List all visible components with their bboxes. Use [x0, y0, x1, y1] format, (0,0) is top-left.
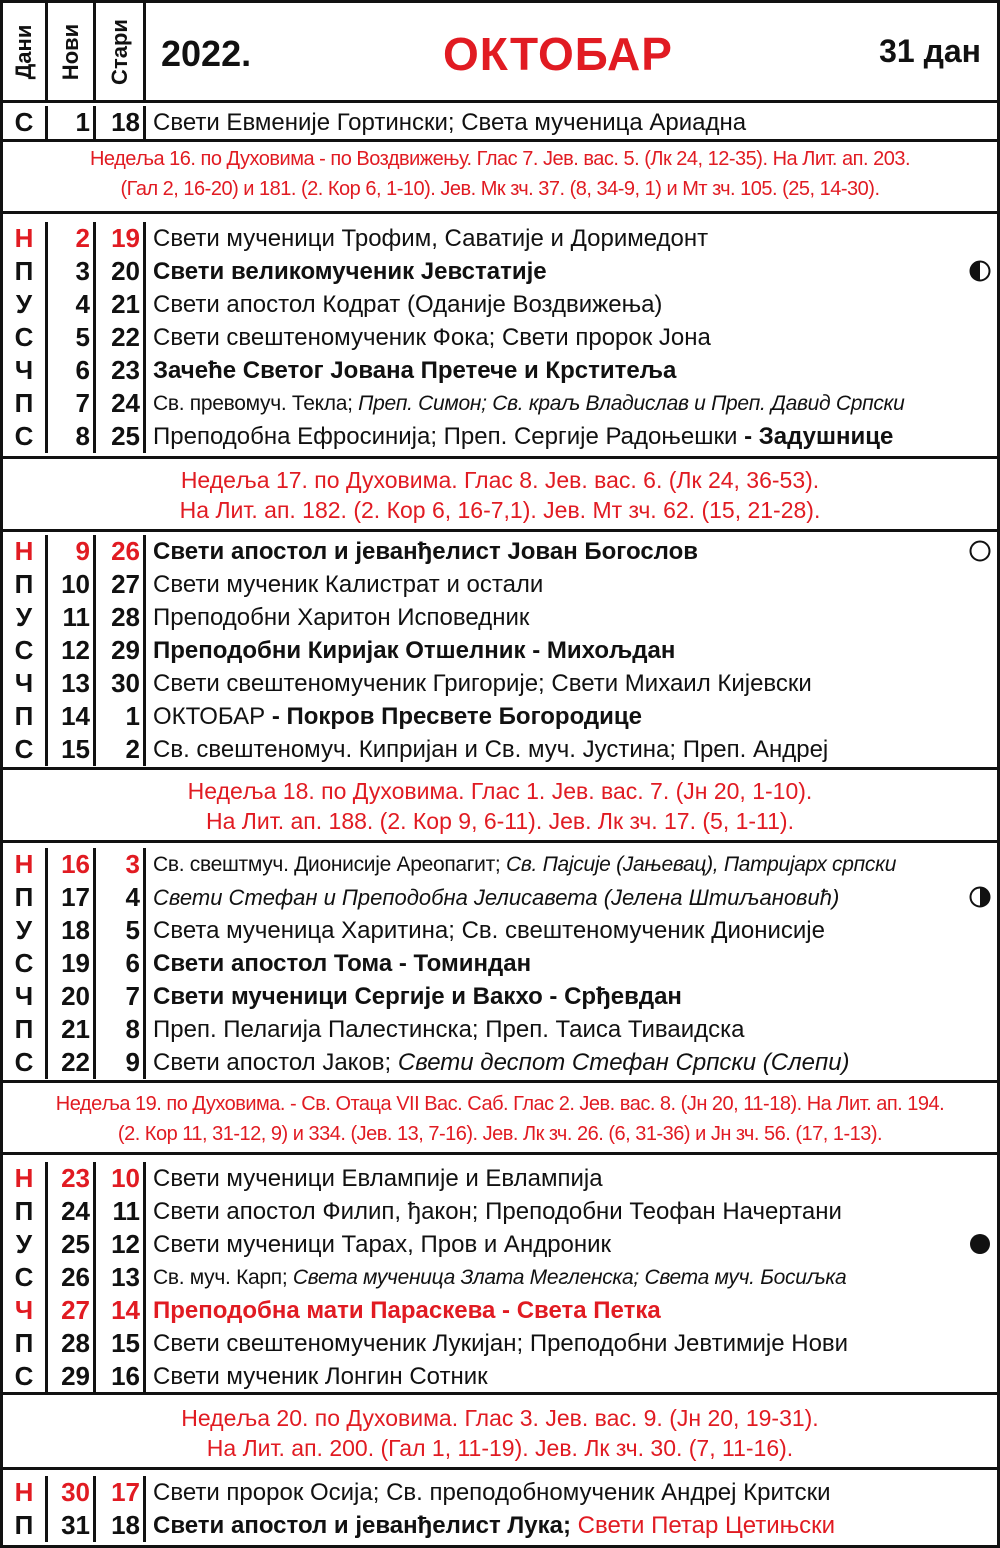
saint-text: Свети свештеномученик Фока; Свети пророк Јона	[153, 324, 711, 351]
old-date: 20	[96, 255, 146, 288]
old-date: 13	[96, 1261, 146, 1294]
day-row	[3, 667, 997, 700]
day-row	[3, 1228, 997, 1261]
saint-text: Свети мученик Калистрат и остали	[153, 571, 544, 598]
day-row	[3, 420, 997, 453]
weekday: П	[3, 387, 48, 420]
old-date: 21	[96, 288, 146, 321]
month-title: ОКТОБАР	[443, 28, 673, 80]
day-row	[3, 1294, 997, 1327]
weekday: С	[3, 321, 48, 354]
day-row	[3, 535, 997, 568]
day-row	[3, 947, 997, 980]
week-block	[3, 1155, 997, 1395]
old-date: 23	[96, 354, 146, 387]
old-date: 15	[96, 1327, 146, 1360]
sunday-reading: Недеља 20. по Духовима. Глас 3. Јев. вас. 9. (Јн 20, 19-31). На Лит. ап. 200. (Гал 1, 11-19). Јев. Лк зч. 30. (7, 11-16).	[3, 1395, 997, 1470]
weekday: П	[3, 700, 48, 733]
new-date: 29	[48, 1360, 96, 1393]
col-header-old: Стари	[96, 3, 146, 100]
weekday: У	[3, 1228, 48, 1261]
day-row	[3, 354, 997, 387]
day-row	[3, 387, 997, 420]
weekday: С	[3, 634, 48, 667]
day-row	[3, 255, 997, 288]
new-date: 25	[48, 1228, 96, 1261]
sunday-reading: Недеља 18. по Духовима. Глас 1. Јев. вас. 7. (Јн 20, 1-10). На Лит. ап. 188. (2. Кор 9, 6-11). Јев. Лк зч. 17. (5, 1-11).	[3, 770, 997, 843]
old-date: 6	[96, 947, 146, 980]
day-row	[3, 980, 997, 1013]
weekday: С	[3, 420, 48, 453]
last-quarter-moon-icon	[969, 886, 991, 908]
weekday: С	[3, 1261, 48, 1294]
new-date: 28	[48, 1327, 96, 1360]
day-row	[3, 700, 997, 733]
weekday: У	[3, 601, 48, 634]
saint-text: Преподобна мати Параскева - Света Петка	[153, 1297, 661, 1324]
new-date: 21	[48, 1013, 96, 1046]
weekday: С	[3, 733, 48, 766]
day-row	[3, 1509, 997, 1542]
weekday: П	[3, 1195, 48, 1228]
saint-text: ОКТОБАР - Покров Пресвете Богородице	[153, 703, 643, 730]
saint-text: Свети свештеномученик Лукијан; Преподобни Јевтимије Нови	[153, 1330, 849, 1357]
new-date: 16	[48, 848, 96, 881]
old-date: 25	[96, 420, 146, 453]
saint-text: Свети апостол Филип, ђакон; Преподобни Теофан Начертани	[153, 1198, 842, 1225]
new-date: 11	[48, 601, 96, 634]
weekday: Ч	[3, 1294, 48, 1327]
new-date: 3	[48, 255, 96, 288]
day-row	[3, 914, 997, 947]
old-date: 24	[96, 387, 146, 420]
col-header-days: Дани	[3, 3, 48, 100]
saint-text: Преподобни Харитон Исповедник	[153, 604, 530, 631]
new-date: 20	[48, 980, 96, 1013]
saint-text: Преподобна Ефросинија; Преп. Сергије Радоњешки - Задушнице	[153, 423, 894, 450]
new-date: 6	[48, 354, 96, 387]
old-date: 19	[96, 222, 146, 255]
saint-text: Св. превомуч. Текла; Преп. Симон; Св. краљ Владислав и Преп. Давид Српски	[153, 392, 905, 415]
saint-text: Преподобни Киријак Отшелник - Михољдан	[153, 637, 676, 664]
saint-text: Свети пророк Осија; Св. преподобномученик Андреј Критски	[153, 1479, 831, 1506]
day-row	[3, 601, 997, 634]
day-row	[3, 1195, 997, 1228]
weekday: Ч	[3, 980, 48, 1013]
day-row	[3, 1162, 997, 1195]
new-date: 1	[48, 106, 96, 139]
saint-text: Свети свештеномученик Григорије; Свети Михаил Кијевски	[153, 670, 812, 697]
day-row	[3, 1360, 997, 1393]
old-date: 14	[96, 1294, 146, 1327]
saint-text: Св. свештмуч. Дионисије Ареопагит; Св. Пајсије (Јањевац), Патријарх српски	[153, 853, 897, 876]
week-block	[3, 843, 997, 1083]
calendar-header	[3, 3, 997, 103]
old-date: 18	[96, 1509, 146, 1542]
saint-text: Свети Стефан и Преподобна Јелисавета (Јелена Штиљановић)	[153, 885, 840, 910]
new-date: 19	[48, 947, 96, 980]
saint-text: Свети мученици Евлампије и Евлампија	[153, 1165, 603, 1192]
saint-text: Зачеће Светог Јована Претече и Крститеља	[153, 357, 677, 384]
new-date: 7	[48, 387, 96, 420]
day-row	[3, 106, 997, 139]
old-date: 22	[96, 321, 146, 354]
old-date: 11	[96, 1195, 146, 1228]
weekday: С	[3, 1360, 48, 1393]
saint-text: Свети апостол и јеванђелист Јован Богослов	[153, 538, 699, 565]
day-row	[3, 288, 997, 321]
weekday: П	[3, 1509, 48, 1542]
new-date: 14	[48, 700, 96, 733]
saint-text: Свети мученици Тарах, Пров и Андроник	[153, 1231, 612, 1258]
saint-text: Св. муч. Карп; Света мученица Злата Мегленска; Света муч. Босиљка	[153, 1266, 847, 1289]
saint-text: Свети апостол Кодрат (Оданије Воздвижења)	[153, 291, 663, 318]
day-row	[3, 1476, 997, 1509]
old-date: 16	[96, 1360, 146, 1393]
old-date: 2	[96, 733, 146, 766]
day-row	[3, 321, 997, 354]
day-row	[3, 1327, 997, 1360]
weekday: У	[3, 914, 48, 947]
old-date: 26	[96, 535, 146, 568]
weekday: Н	[3, 222, 48, 255]
saint-text: Свети апостол Јаков; Свети деспот Стефан Српски (Слепи)	[153, 1049, 850, 1076]
new-date: 15	[48, 733, 96, 766]
weekday: П	[3, 568, 48, 601]
old-date: 8	[96, 1013, 146, 1046]
day-row	[3, 848, 997, 881]
weekday: Н	[3, 848, 48, 881]
day-row	[3, 222, 997, 255]
day-row	[3, 733, 997, 766]
first-quarter-moon-icon	[969, 260, 991, 282]
saint-text: Свети апостол и јеванђелист Лука; Свети Петар Цетињски	[153, 1512, 836, 1539]
sunday-reading: Недеља 16. по Духовима - по Воздвижењу. Глас 7. Јев. вас. 5. (Лк 24, 12-35). На Лит. ап. 203. (Гал 2, 16-20) и 181. (2. Кор 6, 1-10). Јев. Мк зч. 37. (8, 34-9, 1) и Мт зч. 105. (25, 14-30).	[3, 142, 997, 214]
new-date: 5	[48, 321, 96, 354]
sunday-reading: Недеља 17. по Духовима. Глас 8. Јев. вас. 6. (Лк 24, 36-53). На Лит. ап. 182. (2. Кор 6, 16-7,1). Јев. Мт зч. 62. (15, 21-28).	[3, 459, 997, 532]
day-row	[3, 1261, 997, 1294]
old-date: 12	[96, 1228, 146, 1261]
weekday: С	[3, 947, 48, 980]
new-date: 24	[48, 1195, 96, 1228]
old-date: 18	[96, 106, 146, 139]
sunday-reading: Недеља 19. по Духовима. - Св. Отаца VII Вас. Саб. Глас 2. Јев. вас. 8. (Јн 20, 11-18). На Лит. ап. 194. (2. Кор 11, 31-12, 9) и 334. (Јев. 13, 7-16). Јев. Лк зч. 26. (6, 31-36) и Јн зч. 56. (17, 1-13).	[3, 1083, 997, 1155]
weekday: Н	[3, 1162, 48, 1195]
weekday: Н	[3, 1476, 48, 1509]
weekday: П	[3, 1327, 48, 1360]
saint-text: Свети мученик Лонгин Сотник	[153, 1363, 488, 1390]
day-row	[3, 568, 997, 601]
new-date: 26	[48, 1261, 96, 1294]
old-date: 4	[96, 881, 146, 914]
old-date: 30	[96, 667, 146, 700]
old-date: 27	[96, 568, 146, 601]
weekday: П	[3, 1013, 48, 1046]
old-date: 5	[96, 914, 146, 947]
year: 2022.	[161, 33, 252, 74]
weekday: У	[3, 288, 48, 321]
old-date: 17	[96, 1476, 146, 1509]
new-date: 12	[48, 634, 96, 667]
new-date: 22	[48, 1046, 96, 1079]
saint-text: Свети мученици Трофим, Саватије и Доримедонт	[153, 225, 709, 252]
saint-text: Свети мученици Сергије и Вакхо - Срђевдан	[153, 983, 682, 1010]
weekday: П	[3, 255, 48, 288]
old-date: 29	[96, 634, 146, 667]
old-date: 10	[96, 1162, 146, 1195]
day-row	[3, 881, 997, 914]
weekday: С	[3, 1046, 48, 1079]
days-count: 31 дан	[879, 33, 981, 69]
old-date: 3	[96, 848, 146, 881]
new-date: 18	[48, 914, 96, 947]
new-date: 9	[48, 535, 96, 568]
new-date: 10	[48, 568, 96, 601]
new-date: 27	[48, 1294, 96, 1327]
weekday: Ч	[3, 667, 48, 700]
weekday: Н	[3, 535, 48, 568]
old-date: 7	[96, 980, 146, 1013]
saint-text: Преп. Пелагија Палестинска; Преп. Таиса Тиваидска	[153, 1016, 745, 1043]
saint-text: Свети Евменије Гортински; Света мученица Ариадна	[153, 109, 747, 136]
weekday: П	[3, 881, 48, 914]
weekday: Ч	[3, 354, 48, 387]
saint-text: Свети апостол Тома - Томиндан	[153, 950, 532, 977]
day-row	[3, 1013, 997, 1046]
new-date: 2	[48, 222, 96, 255]
full-moon-icon	[969, 540, 991, 562]
week-block	[3, 1470, 997, 1545]
new-date: 17	[48, 881, 96, 914]
week-block	[3, 103, 997, 142]
day-row	[3, 1046, 997, 1079]
old-date: 9	[96, 1046, 146, 1079]
new-date: 23	[48, 1162, 96, 1195]
old-date: 28	[96, 601, 146, 634]
saint-text: Света мученица Харитина; Св. свештеномученик Дионисије	[153, 917, 825, 944]
saint-text: Свети великомученик Јевстатије	[153, 258, 547, 285]
day-row	[3, 634, 997, 667]
old-date: 1	[96, 700, 146, 733]
new-date: 4	[48, 288, 96, 321]
new-date: 30	[48, 1476, 96, 1509]
weekday: С	[3, 106, 48, 139]
new-moon-icon	[969, 1233, 991, 1255]
new-date: 8	[48, 420, 96, 453]
week-block	[3, 214, 997, 459]
col-header-new: Нови	[48, 3, 96, 100]
saint-text: Св. свештеномуч. Кипријан и Св. муч. Јустина; Преп. Андреј	[153, 736, 829, 763]
new-date: 13	[48, 667, 96, 700]
new-date: 31	[48, 1509, 96, 1542]
week-block	[3, 532, 997, 770]
